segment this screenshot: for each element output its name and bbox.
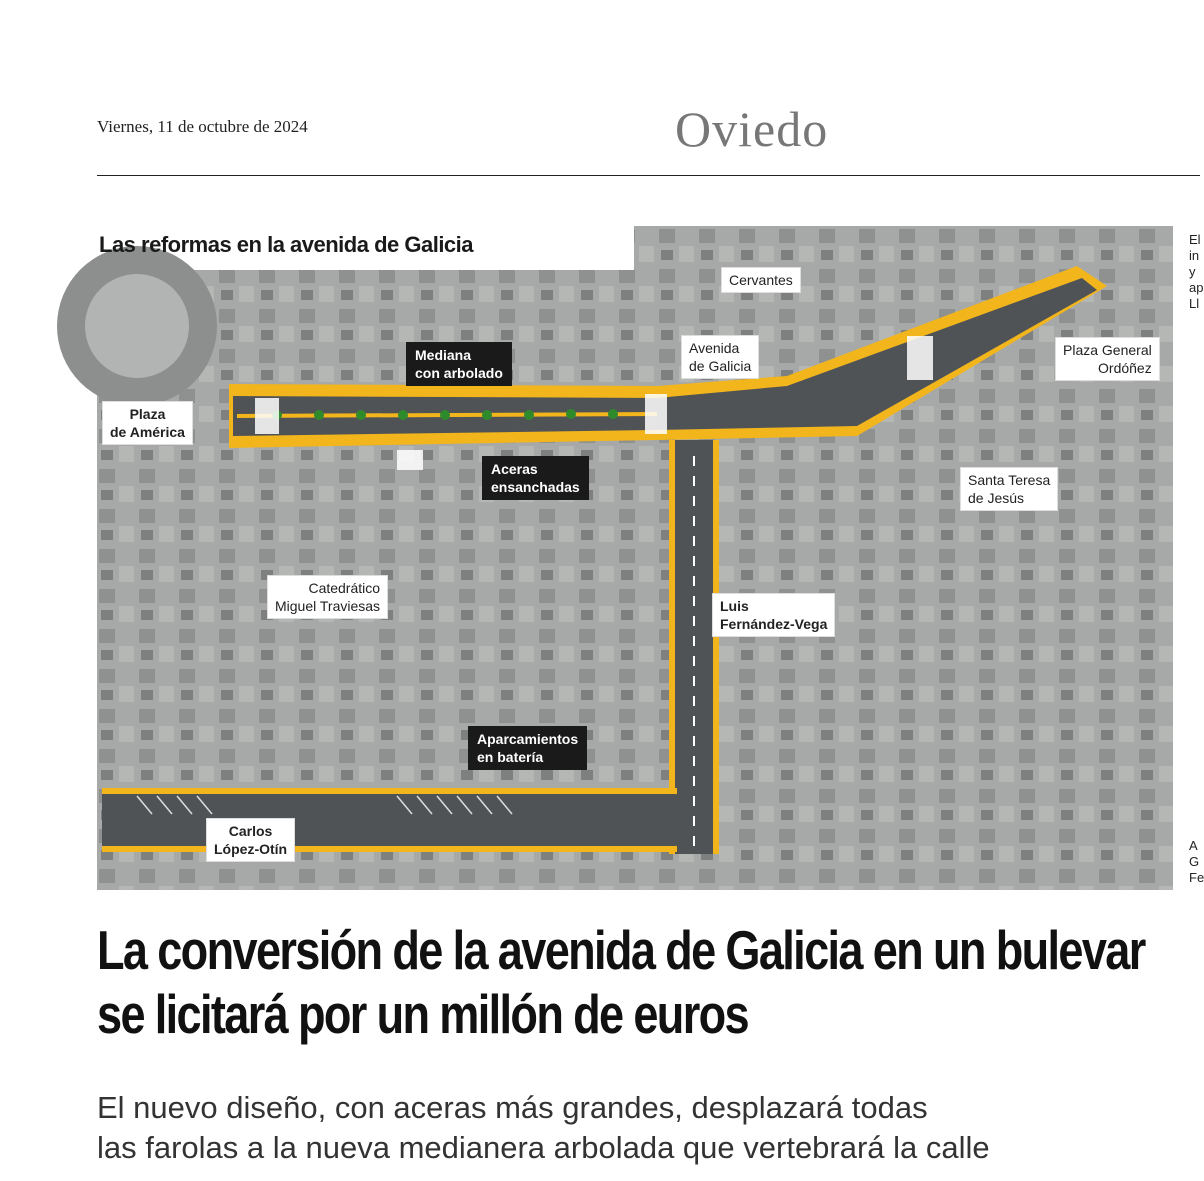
sidebar-fragment-top: El in y ap Ll: [1189, 232, 1204, 311]
article-headline: La conversión de la avenida de Galicia en un bulevar se licitará por un millón de euros: [97, 919, 1145, 1045]
bottom-road: [102, 794, 677, 846]
street-label-cervantes: Cervantes: [722, 268, 800, 292]
street-label-santa-teresa: Santa Teresa de Jesús: [961, 468, 1057, 510]
section-title: Oviedo: [675, 101, 829, 157]
aerial-map-graphic: [97, 226, 1173, 890]
article-subheadline: El nuevo diseño, con aceras más grandes, desplazará todas las farolas a la nueva medianera arbolada que vertebrará la calle: [97, 1090, 990, 1165]
street-label-luis-fernandez-vega: Luis Fernández-Vega: [713, 594, 834, 636]
sidebar-fragment-bottom: A G Fe: [1189, 838, 1204, 885]
callout-aceras: Aceras ensanchadas: [482, 456, 589, 500]
street-map: [97, 226, 1173, 890]
issue-date: Viernes, 11 de octubre de 2024: [97, 117, 308, 136]
callout-aparcamientos: Aparcamientos en batería: [468, 726, 587, 770]
street-label-carlos-lopez-otin: Carlos López-Otín: [207, 819, 294, 861]
callout-mediana: Mediana con arbolado: [406, 342, 512, 386]
street-label-avenida-galicia: Avenida de Galicia: [682, 336, 758, 378]
map-title: Las reformas en la avenida de Galicia: [99, 232, 474, 257]
street-label-plaza-america: Plaza de América: [103, 402, 192, 444]
street-label-catedratico: Catedrático Miguel Traviesas: [268, 576, 387, 618]
street-label-plaza-general-ordonez: Plaza General Ordóñez: [1056, 338, 1159, 380]
header-rule: [97, 175, 1200, 176]
